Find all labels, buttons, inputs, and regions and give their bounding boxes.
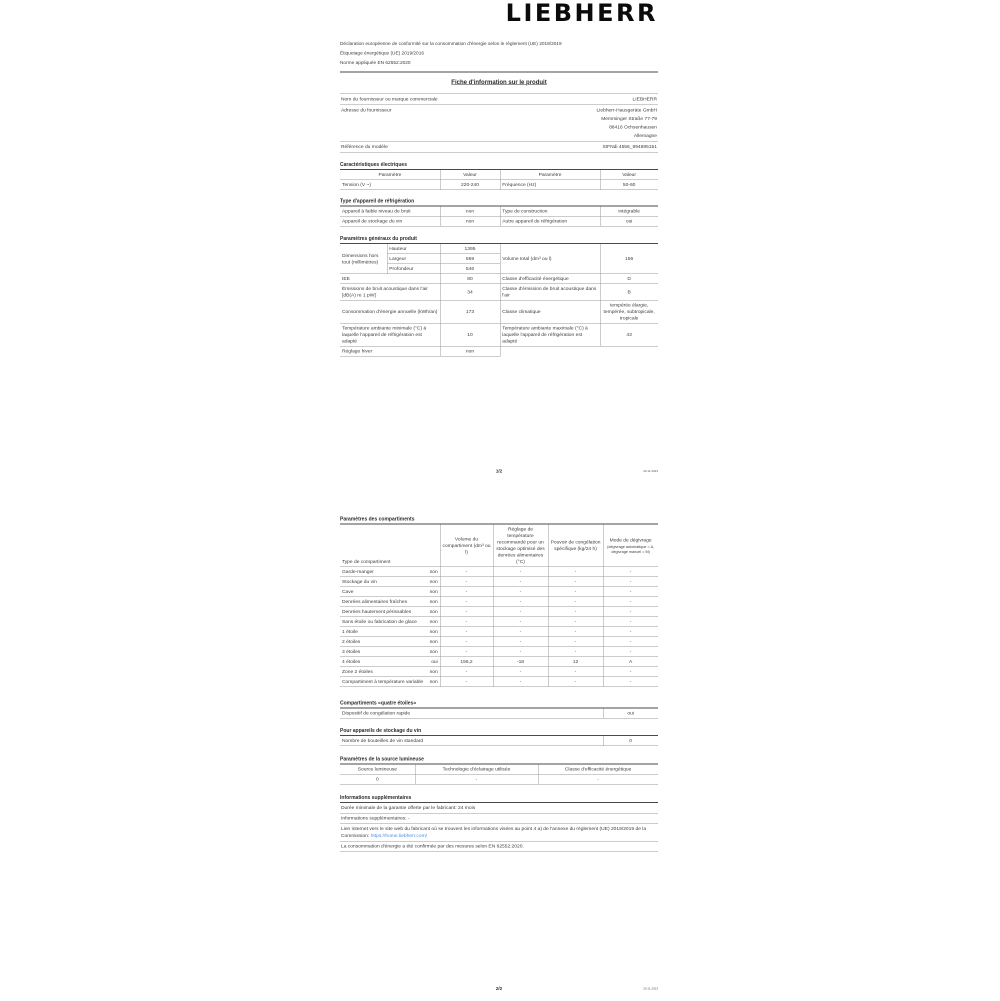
winter-setting-label: Réglage hiver <box>340 346 440 356</box>
compartment-freeze: - <box>548 637 603 647</box>
compartment-present: non <box>429 609 438 615</box>
light-class-value: - <box>538 774 658 784</box>
compartment-volume: - <box>440 647 493 657</box>
section-heading-general-params: Paramètres généraux du produit <box>340 236 658 245</box>
compartment-volume: - <box>440 637 493 647</box>
section-heading-compartments: Paramètres des compartiments <box>340 516 658 525</box>
compartment-present: non <box>429 679 438 685</box>
compartment-defrost: - <box>603 587 658 597</box>
param-label: Température ambiante maximale (°C) à laquelle l'appareil de réfrigération est adapté <box>500 323 600 346</box>
compartment-defrost: - <box>603 667 658 677</box>
manufacturer-website-link[interactable]: https://home.liebherr.com/ <box>370 833 428 839</box>
table-header-row <box>340 170 658 180</box>
table-row <box>340 667 658 677</box>
compartment-temp: - <box>493 577 548 587</box>
page-footer <box>340 986 658 993</box>
compartment-type: Compartiment à température variable <box>342 679 424 685</box>
table-row <box>340 607 658 617</box>
compartment-freeze: - <box>548 567 603 577</box>
table-row <box>340 207 658 217</box>
table-row <box>340 142 658 153</box>
compartment-volume: - <box>440 597 493 607</box>
column-header-light-class: Classe d'efficacité énergétique <box>538 765 658 775</box>
compartment-defrost: - <box>603 577 658 587</box>
column-header-type: Type de compartiment <box>340 525 440 567</box>
address-line: Memminger Straße 77-79 <box>601 116 657 122</box>
param-value: 173 <box>440 300 500 323</box>
column-header-freezing: Pouvoir de congélation spécifique (kg/24 h) <box>548 525 603 567</box>
table-row <box>340 105 658 142</box>
param-label: Appareil de stockage du vin <box>340 216 440 226</box>
compartment-defrost: - <box>603 597 658 607</box>
compartment-type: Cave <box>342 589 354 595</box>
compartment-volume: - <box>440 567 493 577</box>
table-row <box>340 284 658 301</box>
address-line: Liebherr-Hausgeräte GmbH <box>596 107 657 113</box>
header-divider <box>340 72 658 73</box>
table-row <box>340 736 658 746</box>
table-row <box>340 323 658 346</box>
dimension-width-value: 559 <box>440 254 500 264</box>
dimensions-label: Dimensions hors tout (millimètres) <box>340 244 387 274</box>
compartment-defrost: - <box>603 647 658 657</box>
param-value: 220-240 <box>440 180 500 190</box>
compartment-temp: - <box>493 607 548 617</box>
compartment-volume: 156,2 <box>440 657 493 667</box>
column-header: Valeur <box>600 170 658 180</box>
additional-info-block <box>340 803 658 852</box>
compartment-temp: - <box>493 567 548 577</box>
param-label: Type de construction <box>500 207 600 217</box>
section-heading-electrical: Caractéristiques électriques <box>340 162 658 171</box>
compartment-freeze: - <box>548 597 603 607</box>
table-header-row <box>340 765 658 775</box>
compartment-present: non <box>429 589 438 595</box>
param-value: 43 <box>600 323 658 346</box>
compartment-defrost: - <box>603 567 658 577</box>
supplier-table <box>340 94 658 153</box>
compartment-volume: - <box>440 627 493 637</box>
column-header-volume: Volume du compartiment (dm³ ou l) <box>440 525 493 567</box>
declarations-block <box>340 39 658 68</box>
compartment-type: 3 étoiles <box>342 649 361 655</box>
compartment-volume: - <box>440 587 493 597</box>
column-header: Valeur <box>440 170 500 180</box>
compartment-type: Zone 2 étoiles <box>342 669 373 675</box>
section-heading-appliance-type: Type d'appareil de réfrigération <box>340 198 658 207</box>
table-row <box>340 300 658 323</box>
manufacturer-link-row <box>340 824 658 842</box>
wine-bottles-value: 0 <box>603 736 658 746</box>
table-header-row <box>340 525 658 567</box>
compartment-type: Garde-manger <box>342 569 374 575</box>
footer-date: 20.11.2023 <box>643 470 658 473</box>
compartment-type: Denrées hautement périssables <box>342 609 412 615</box>
winter-setting-value: non <box>440 346 500 356</box>
declaration-line: Étiquetage énergétique (UE) 2019/2016 <box>340 50 424 56</box>
table-row <box>340 346 658 356</box>
table-row <box>340 567 658 577</box>
param-label: Classe d'émission de bruit acoustique dans l'air <box>500 284 600 301</box>
energy-confirmation-row: La consommation d'énergie a été confirmée par des mesures selon EN 62552:2020. <box>340 842 658 853</box>
model-reference-value: SIFNdi 4556_994885151 <box>602 144 657 150</box>
compartment-defrost: - <box>603 637 658 647</box>
compartments-table <box>340 525 658 688</box>
param-label: Autre appareil de réfrigération <box>500 216 600 226</box>
compartment-type: 4 étoiles <box>342 659 361 665</box>
param-value: 80 <box>440 274 500 284</box>
volume-total-label: Volume total (dm³ ou l) <box>500 244 600 274</box>
param-value: 34 <box>440 284 500 301</box>
table-row <box>340 274 658 284</box>
page-footer <box>340 469 658 476</box>
compartment-freeze: - <box>548 667 603 677</box>
address-line: 88416 Ochsenhausen <box>609 124 657 130</box>
compartment-freeze: 12 <box>548 657 603 667</box>
light-source-table <box>340 765 658 785</box>
compartment-type: Stockage du vin <box>342 579 377 585</box>
param-value: oui <box>600 216 658 226</box>
compartment-present: non <box>429 619 438 625</box>
compartment-volume: - <box>440 607 493 617</box>
compartment-present: non <box>429 629 438 635</box>
compartment-volume: - <box>440 617 493 627</box>
column-header-light-source: Source lumineuse <box>340 765 415 775</box>
supplier-name-label: Nom du fournisseur ou marque commerciale <box>341 96 438 102</box>
compartment-freeze: - <box>548 627 603 637</box>
page-2 <box>340 516 658 1001</box>
param-label: Appareil à faible niveau de bruit <box>340 207 440 217</box>
compartment-defrost: - <box>603 607 658 617</box>
compartment-freeze: - <box>548 647 603 657</box>
param-value: 10 <box>440 323 500 346</box>
empty-cell <box>600 346 658 356</box>
extra-info-row: Informations supplémentaires: - <box>340 814 658 825</box>
supplier-address-label: Adresse du fournisseur <box>341 107 392 113</box>
compartment-temp: - <box>493 647 548 657</box>
compartment-type: 2 étoiles <box>342 639 361 645</box>
compartment-type: 1 étoile <box>342 629 358 635</box>
column-header-temperature: Réglage de température recommandé pour un stockage optimisé des denrées alimentaires (°C) <box>493 525 548 567</box>
page-number: 2/2 <box>495 986 503 991</box>
param-label: Température ambiante minimale (°C) à laquelle l'appareil de réfrigération est adapté <box>340 323 440 346</box>
compartment-present: oui <box>431 659 438 665</box>
section-heading-light-source: Paramètres de la source lumineuse <box>340 756 658 765</box>
dimension-depth-label: Profondeur <box>387 264 440 274</box>
compartment-freeze: - <box>548 587 603 597</box>
param-label: Fréquence (Hz) <box>500 180 600 190</box>
dimension-height-label: Hauteur <box>387 244 440 254</box>
declaration-line: Norme appliquée EN 62552:2020 <box>340 60 411 66</box>
page-number: 1/2 <box>495 468 503 474</box>
supplier-address-value <box>597 106 657 140</box>
param-label: Classe d'efficacité énergétique <box>500 274 600 284</box>
param-value: 50-60 <box>600 180 658 190</box>
column-header-light-tech: Technologie d'éclairage utilisée <box>415 765 538 775</box>
param-value: B <box>600 284 658 301</box>
table-row <box>340 216 658 226</box>
compartment-temp: - <box>493 677 548 687</box>
table-row <box>340 647 658 657</box>
general-params-table <box>340 244 658 357</box>
dimension-height-value: 1395 <box>440 244 500 254</box>
compartment-volume: - <box>440 667 493 677</box>
param-label: Classe climatique <box>500 300 600 323</box>
compartment-present: non <box>429 669 438 675</box>
table-row <box>340 617 658 627</box>
section-heading-wine: Pour appareils de stockage du vin <box>340 728 658 737</box>
page-1 <box>340 1 658 516</box>
compartment-present: non <box>429 579 438 585</box>
compartment-defrost: - <box>603 617 658 627</box>
four-star-table <box>340 709 658 719</box>
section-heading-four-star: Compartiments «quatre étoiles» <box>340 700 658 709</box>
page-title: Fiche d'information sur le produit <box>451 78 547 86</box>
electrical-table <box>340 170 658 190</box>
defrost-header-note: (dégivrage automatique = A, dégivrage manuel = M) <box>607 544 655 554</box>
compartment-present: non <box>429 599 438 605</box>
light-tech-value: - <box>415 774 538 784</box>
compartment-freeze: - <box>548 577 603 587</box>
compartment-present: non <box>429 649 438 655</box>
compartment-temp: - <box>493 627 548 637</box>
table-row <box>340 180 658 190</box>
compartment-present: non <box>429 569 438 575</box>
section-heading-additional-info: Informations supplémentaires <box>340 795 658 804</box>
table-row <box>340 709 658 719</box>
appliance-type-table <box>340 207 658 227</box>
footer-date: 20.11.2023 <box>643 987 658 991</box>
light-source-value: 0 <box>340 774 415 784</box>
wine-bottles-label: Nombre de bouteilles de vin standard <box>340 736 603 746</box>
table-row <box>340 577 658 587</box>
compartment-freeze: - <box>548 607 603 617</box>
defrost-header-main: Mode de dégivrage <box>609 537 652 543</box>
compartment-volume: - <box>440 677 493 687</box>
param-label: Tension (V ~) <box>340 180 440 190</box>
table-row <box>340 677 658 687</box>
column-header: Paramètre <box>500 170 600 180</box>
param-label: Consommation d'énergie annuelle (kWh/an) <box>340 300 440 323</box>
compartment-freeze: - <box>548 677 603 687</box>
model-reference-label: Référence du modèle <box>341 144 388 150</box>
column-header-defrost <box>603 525 658 567</box>
empty-cell <box>500 346 600 356</box>
table-row <box>340 774 658 784</box>
link-prefix-text: Lien internet vers le site web du fabricant où se trouvent les informations visées au point 4 a) de l'annexe du règlement (UE) 2019/2019 de la Commission: <box>341 826 647 839</box>
compartment-temp: - <box>493 597 548 607</box>
compartment-defrost: - <box>603 677 658 687</box>
compartment-temp: - <box>493 667 548 677</box>
compartment-volume: - <box>440 577 493 587</box>
param-value: non <box>440 216 500 226</box>
declaration-line: Déclaration européenne de conformité sur la consommation d'énergie selon le règlement (UE) 2019/2019 <box>340 41 562 47</box>
compartment-temp: - <box>493 587 548 597</box>
address-line: Allemagne <box>633 133 657 139</box>
table-row <box>340 627 658 637</box>
wine-table <box>340 736 658 746</box>
compartment-temp: - <box>493 617 548 627</box>
fast-freeze-value: oui <box>603 709 658 719</box>
warranty-row: Durée minimale de la garantie offerte par le fabricant: 24 mois <box>340 803 658 814</box>
compartment-temp: - <box>493 637 548 647</box>
dimension-depth-value: 546 <box>440 264 500 274</box>
param-value: tempérée élargie, tempérée, subtropicale, tropicale <box>600 300 658 323</box>
table-row <box>340 597 658 607</box>
table-row <box>340 94 658 105</box>
compartment-type: Sans étoile ou fabrication de glace <box>342 619 417 625</box>
liebherr-logo: LIEBHERR <box>505 0 658 27</box>
param-value: intégrable <box>600 207 658 217</box>
param-value: D <box>600 274 658 284</box>
compartment-freeze: - <box>548 617 603 627</box>
param-label: IEE <box>340 274 440 284</box>
param-label: Émissions de bruit acoustique dans l'air [dB(A) re 1 pW] <box>340 284 440 301</box>
fast-freeze-label: Dispositif de congélation rapide <box>340 709 603 719</box>
column-header: Paramètre <box>340 170 440 180</box>
compartment-defrost: - <box>603 627 658 637</box>
compartment-type: Denrées alimentaires fraîches <box>342 599 408 605</box>
table-row <box>340 657 658 667</box>
supplier-name-value: LIEBHERR <box>632 96 657 102</box>
volume-total-value: 156 <box>600 244 658 274</box>
param-value: non <box>440 207 500 217</box>
product-fiche-document <box>340 0 658 1000</box>
table-row <box>340 637 658 647</box>
compartment-present: non <box>429 639 438 645</box>
compartment-defrost: A <box>603 657 658 667</box>
table-row <box>340 244 658 254</box>
compartment-temp: -18 <box>493 657 548 667</box>
dimension-width-label: Largeur <box>387 254 440 264</box>
table-row <box>340 587 658 597</box>
